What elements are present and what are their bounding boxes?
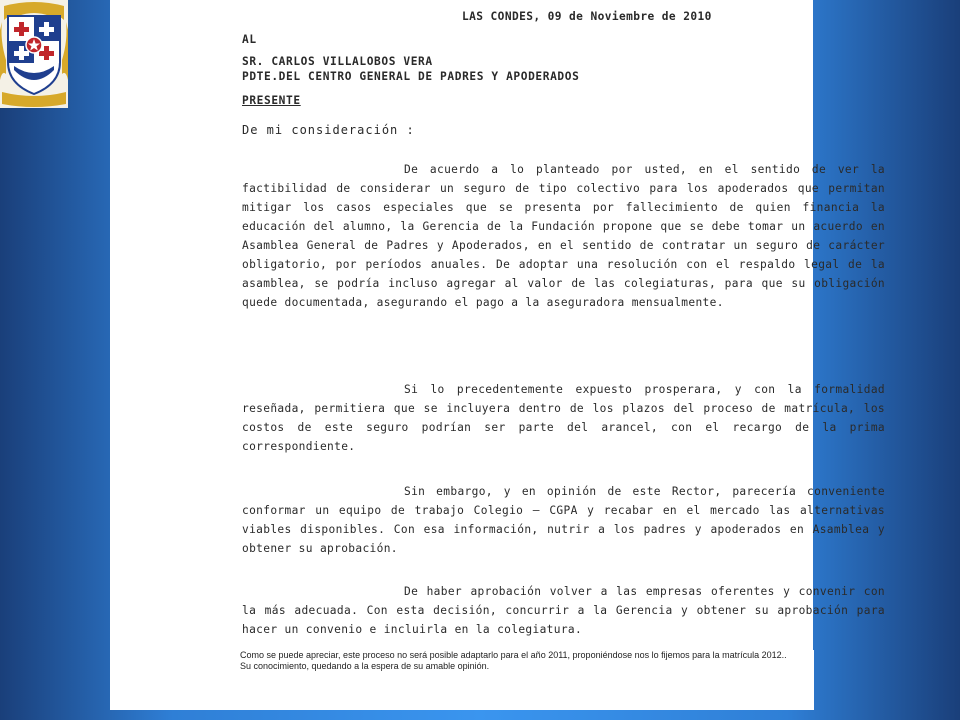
letter-to: AL xyxy=(242,33,257,46)
letter-paragraph: De acuerdo a lo planteado por usted, en el sentido de ver la factibilidad de considerar un seguro de tipo colectivo para los apoderados que permitan mitigar los casos especiales que se presenta por fallecimiento de quien financia la educación del alumno, la Gerencia de la Fundación propone que se debe tomar un acuerdo en Asamblea General de Padres y Apoderados, en el sentido de contratar un seguro de carácter obligatorio, por períodos anuales. De adoptar una resolución con el respaldo legal de la asamblea, se podría incluso agregar al valor de las colegiaturas, para que su obligación quede documentada, asegurando el pago a la aseguradora mensualmente. xyxy=(242,163,885,309)
caption-line-1: Como se puede apreciar, este proceso no será posible adaptarlo para el año 2011, proponiéndose nos lo fijemos para la matrícula 2012.. xyxy=(240,650,787,660)
letter-paragraph: De haber aprobación volver a las empresas oferentes y convenir con la más adecuada. Con esta decisión, concurrir a la Gerencia y obtener su aprobación para hacer un convenio e incluirla en la colegiatura. xyxy=(242,585,885,636)
recipient-role: PDTE.DEL CENTRO GENERAL DE PADRES Y APODERADOS xyxy=(242,70,580,83)
caption-line-2: Su conocimiento, quedando a la espera de su amable opinión. xyxy=(240,661,490,671)
slide-caption xyxy=(240,650,814,710)
school-crest xyxy=(0,0,68,108)
recipient-name: SR. CARLOS VILLALOBOS VERA xyxy=(242,55,433,68)
presente-heading: PRESENTE xyxy=(242,94,301,107)
crest-shield-icon xyxy=(0,0,68,108)
letter-date: LAS CONDES, 09 de Noviembre de 2010 xyxy=(462,10,712,23)
salutation: De mi consideración : xyxy=(242,123,415,137)
letter-paragraph: Sin embargo, y en opinión de este Rector, parecería conveniente conformar un equipo de trabajo Colegio – CGPA y recabar en el mercado las alternativas viables disponibles. Con esa información, nutrir a los padres y apoderados en Asamblea y obtener su aprobación. xyxy=(242,485,885,555)
letter-paragraph: Si lo precedentemente expuesto prosperara, y con la formalidad reseñada, permitiera que se incluyera dentro de los plazos del proceso de matrícula, los costos de este seguro podrían ser parte del arancel, con el recargo de la prima correspondiente. xyxy=(242,383,885,453)
